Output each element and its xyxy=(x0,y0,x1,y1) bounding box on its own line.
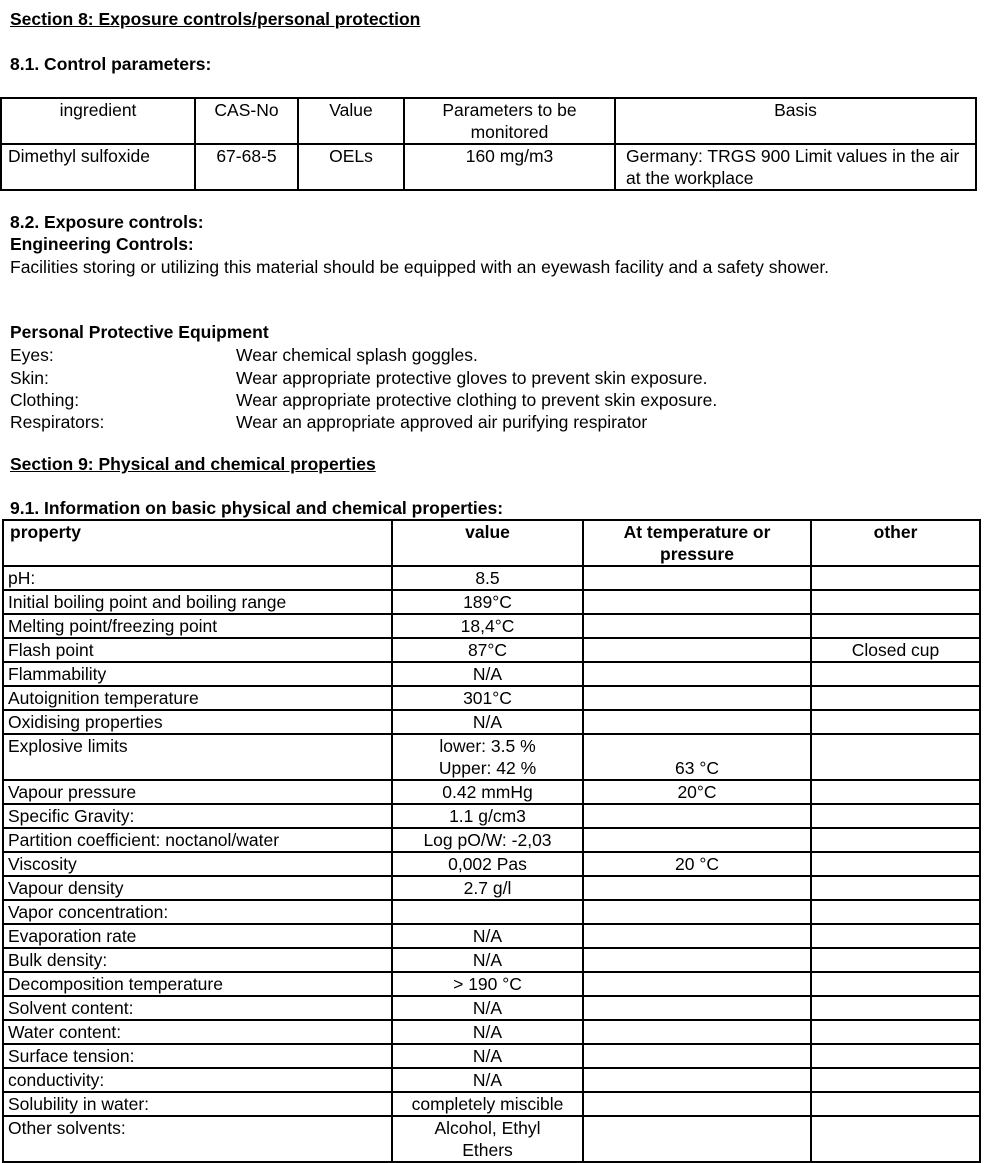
cell-temperature-line xyxy=(588,877,806,899)
cell-value xyxy=(392,900,583,924)
cell-value-line: Upper: 42 % xyxy=(438,758,537,778)
cell-other-line xyxy=(816,1117,975,1139)
cell-temperature-line xyxy=(588,973,806,995)
table-row xyxy=(1,144,976,190)
cell-property xyxy=(3,780,392,804)
cell-temperature-line xyxy=(588,663,806,685)
cell-other-line xyxy=(816,877,975,899)
cell-ingredient: Dimethyl sulfoxide xyxy=(1,144,195,190)
cell-other xyxy=(811,1116,980,1162)
ppe-item-eyes: Eyes: Wear chemical splash goggles. xyxy=(10,345,478,365)
cell-property-line: Melting point/freezing point xyxy=(8,616,218,636)
cell-other xyxy=(811,686,980,710)
table-row xyxy=(3,924,980,948)
cell-other-line xyxy=(816,711,975,733)
cell-value-line: Alcohol, Ethyl xyxy=(434,1118,541,1138)
cell-property-line: Vapour pressure xyxy=(8,782,137,802)
cell-value-line: 301°C xyxy=(463,688,512,708)
cell-value xyxy=(392,710,583,734)
cell-property xyxy=(3,972,392,996)
cell-value-line: N/A xyxy=(472,950,503,970)
cell-value-line: N/A xyxy=(472,1046,503,1066)
cell-other xyxy=(811,1092,980,1116)
cell-other-line xyxy=(816,1045,975,1067)
cell-other xyxy=(811,804,980,828)
cell-temperature-line xyxy=(588,1069,806,1091)
cell-temperature xyxy=(583,900,811,924)
cell-property xyxy=(3,852,392,876)
col-header: property xyxy=(3,520,392,566)
cell-temperature xyxy=(583,1116,811,1162)
cell-temperature xyxy=(583,734,811,780)
cell-property-line: Viscosity xyxy=(8,854,77,874)
cell-temperature xyxy=(583,780,811,804)
cell-other xyxy=(811,710,980,734)
cell-property xyxy=(3,1044,392,1068)
table-row xyxy=(3,1116,980,1162)
table-row xyxy=(3,972,980,996)
cell-value xyxy=(392,686,583,710)
table-row xyxy=(3,828,980,852)
cell-value-line: 189°C xyxy=(463,592,512,612)
cell-temperature-line xyxy=(588,805,806,827)
ppe-item-skin: Skin: Wear appropriate protective gloves to prevent skin exposure. xyxy=(10,368,708,388)
cell-property xyxy=(3,566,392,590)
cell-value xyxy=(392,852,583,876)
cell-property xyxy=(3,996,392,1020)
cell-value-line: N/A xyxy=(472,1022,503,1042)
cell-other-line xyxy=(816,853,975,875)
cell-other-line: Closed cup xyxy=(851,640,940,660)
cell-other xyxy=(811,828,980,852)
table-header-row xyxy=(1,98,976,144)
col-header: CAS-No xyxy=(195,98,298,144)
engineering-controls-text: Facilities storing or utilizing this material should be equipped with an eyewash facility and a safety shower. xyxy=(10,257,830,277)
cell-property xyxy=(3,948,392,972)
cell-temperature-line xyxy=(588,591,806,613)
cell-other-line xyxy=(816,901,975,923)
table-row xyxy=(3,686,980,710)
cell-value-line: N/A xyxy=(472,712,503,732)
cell-other-line xyxy=(816,1069,975,1091)
cell-other-line xyxy=(816,615,975,637)
cell-temperature xyxy=(583,566,811,590)
cell-value xyxy=(392,1116,583,1162)
cell-temperature xyxy=(583,828,811,852)
col-header: Parameters to be monitored xyxy=(404,98,615,144)
cell-value-line: Log pO/W: -2,03 xyxy=(423,830,552,850)
cell-temperature xyxy=(583,686,811,710)
exposure-controls-heading: 8.2. Exposure controls: xyxy=(10,212,204,232)
cell-other xyxy=(811,590,980,614)
cell-value-line: N/A xyxy=(472,1070,503,1090)
col-header: value xyxy=(392,520,583,566)
cell-property-line: Explosive limits xyxy=(8,736,128,756)
cell-value xyxy=(392,734,583,780)
cell-property xyxy=(3,710,392,734)
cell-other-line xyxy=(816,591,975,613)
cell-temperature xyxy=(583,1020,811,1044)
cell-property xyxy=(3,1092,392,1116)
table-row xyxy=(3,1068,980,1092)
cell-temperature-line xyxy=(588,925,806,947)
cell-value xyxy=(392,1092,583,1116)
table-row xyxy=(3,804,980,828)
col-header: other xyxy=(811,520,980,566)
table-row xyxy=(3,852,980,876)
cell-temperature xyxy=(583,852,811,876)
table-row xyxy=(3,710,980,734)
table-row xyxy=(3,900,980,924)
cell-temperature xyxy=(583,638,811,662)
control-parameters-table xyxy=(0,97,977,191)
cell-other xyxy=(811,614,980,638)
cell-value-line: 0,002 Pas xyxy=(448,854,527,874)
cell-property xyxy=(3,662,392,686)
cell-value-line: 1.1 g/cm3 xyxy=(449,806,526,826)
table-row xyxy=(3,590,980,614)
col-header: Basis xyxy=(615,98,976,144)
cell-temperature xyxy=(583,804,811,828)
cell-property xyxy=(3,804,392,828)
section-8-title: Section 8: Exposure controls/personal protection xyxy=(10,9,421,29)
table-row xyxy=(3,566,980,590)
cell-value xyxy=(392,1044,583,1068)
table-row xyxy=(3,1044,980,1068)
cell-cas: 67-68-5 xyxy=(195,144,298,190)
cell-value xyxy=(392,924,583,948)
cell-other xyxy=(811,1044,980,1068)
cell-value xyxy=(392,780,583,804)
cell-other-line xyxy=(816,1021,975,1043)
cell-property-line: Solubility in water: xyxy=(8,1094,150,1114)
cell-value xyxy=(392,804,583,828)
cell-value-line: lower: 3.5 % xyxy=(439,736,536,756)
cell-value xyxy=(392,1020,583,1044)
col-header: At temperature or pressure xyxy=(583,520,811,566)
cell-other xyxy=(811,876,980,900)
cell-value-line: 18,4°C xyxy=(460,616,515,636)
cell-property xyxy=(3,638,392,662)
cell-temperature xyxy=(583,996,811,1020)
cell-property-line: pH: xyxy=(8,568,36,588)
table-row xyxy=(3,1092,980,1116)
cell-value-line xyxy=(397,901,578,923)
cell-other-line xyxy=(816,781,975,803)
cell-value xyxy=(392,828,583,852)
ppe-heading: Personal Protective Equipment xyxy=(10,322,269,342)
cell-temperature xyxy=(583,948,811,972)
cell-property-line: Bulk density: xyxy=(8,950,108,970)
cell-other-line xyxy=(816,925,975,947)
cell-other-line xyxy=(816,567,975,589)
cell-property-line: Autoignition temperature xyxy=(8,688,199,708)
cell-property-line: Initial boiling point and boiling range xyxy=(8,592,287,612)
col-header: ingredient xyxy=(1,98,195,144)
physical-properties-heading: 9.1. Information on basic physical and chemical properties: xyxy=(10,498,504,518)
cell-other xyxy=(811,662,980,686)
table-row xyxy=(3,780,980,804)
table-row xyxy=(3,614,980,638)
cell-value xyxy=(392,876,583,900)
section-9-title: Section 9: Physical and chemical properties xyxy=(10,454,376,474)
cell-property-line: Solvent content: xyxy=(8,998,134,1018)
cell-property xyxy=(3,614,392,638)
cell-temperature-line xyxy=(588,711,806,733)
cell-property-line: Specific Gravity: xyxy=(8,806,135,826)
cell-other xyxy=(811,924,980,948)
cell-temperature xyxy=(583,876,811,900)
table-row xyxy=(3,948,980,972)
cell-other xyxy=(811,852,980,876)
cell-property-line: Oxidising properties xyxy=(8,712,163,732)
cell-property xyxy=(3,828,392,852)
cell-other xyxy=(811,1020,980,1044)
cell-value xyxy=(392,590,583,614)
cell-value-line: 87°C xyxy=(467,640,508,660)
cell-temperature xyxy=(583,614,811,638)
cell-property xyxy=(3,1020,392,1044)
cell-property xyxy=(3,1068,392,1092)
cell-temperature xyxy=(583,924,811,948)
cell-temperature-line xyxy=(588,1045,806,1067)
cell-value xyxy=(392,948,583,972)
cell-temperature-line: 63 °C xyxy=(675,758,719,778)
cell-temperature-line: 20 °C xyxy=(675,854,719,874)
cell-other xyxy=(811,948,980,972)
cell-property xyxy=(3,590,392,614)
cell-property xyxy=(3,900,392,924)
cell-value-line: N/A xyxy=(472,998,503,1018)
cell-value-line: Ethers xyxy=(462,1140,513,1160)
cell-property-line: Vapour density xyxy=(8,878,124,898)
table-row xyxy=(3,996,980,1020)
table-row xyxy=(3,662,980,686)
cell-property xyxy=(3,1116,392,1162)
cell-value: OELs xyxy=(298,144,404,190)
cell-other xyxy=(811,780,980,804)
cell-property xyxy=(3,876,392,900)
cell-value xyxy=(392,614,583,638)
cell-value-line: completely miscible xyxy=(411,1094,564,1114)
cell-property-line: Partition coefficient: noctanol/water xyxy=(8,830,280,850)
physical-properties-table xyxy=(2,519,981,1163)
cell-other-line xyxy=(816,663,975,685)
cell-property-line: Surface tension: xyxy=(8,1046,135,1066)
cell-temperature-line xyxy=(588,735,806,757)
control-parameters-heading: 8.1. Control parameters: xyxy=(10,54,212,74)
cell-other xyxy=(811,996,980,1020)
cell-other-line xyxy=(816,997,975,1019)
cell-other xyxy=(811,734,980,780)
cell-other xyxy=(811,1068,980,1092)
cell-property-line: Flash point xyxy=(8,640,94,660)
cell-param: 160 mg/m3 xyxy=(404,144,615,190)
cell-temperature-line xyxy=(588,615,806,637)
cell-value-line: 8.5 xyxy=(475,568,500,588)
cell-property-line: Decomposition temperature xyxy=(8,974,223,994)
cell-other xyxy=(811,566,980,590)
cell-temperature-line xyxy=(588,1093,806,1115)
cell-value xyxy=(392,638,583,662)
cell-property xyxy=(3,686,392,710)
cell-other-line xyxy=(816,973,975,995)
cell-other-line xyxy=(816,805,975,827)
table-row xyxy=(3,876,980,900)
cell-property-line: conductivity: xyxy=(8,1070,105,1090)
cell-property xyxy=(3,924,392,948)
col-header: Value xyxy=(298,98,404,144)
cell-temperature-line xyxy=(588,829,806,851)
cell-temperature xyxy=(583,972,811,996)
table-row xyxy=(3,638,980,662)
cell-temperature xyxy=(583,662,811,686)
cell-basis: Germany: TRGS 900 Limit values in the air at the workplace xyxy=(615,144,976,190)
cell-temperature-line xyxy=(588,567,806,589)
cell-value-line: N/A xyxy=(472,664,503,684)
cell-temperature-line xyxy=(588,639,806,661)
cell-temperature-line xyxy=(588,687,806,709)
cell-other-line xyxy=(816,949,975,971)
cell-other xyxy=(811,900,980,924)
cell-property xyxy=(3,734,392,780)
cell-temperature-line xyxy=(588,997,806,1019)
cell-temperature-line xyxy=(588,1021,806,1043)
cell-value-line: 2.7 g/l xyxy=(463,878,512,898)
cell-other-line xyxy=(816,1093,975,1115)
cell-value-line: N/A xyxy=(472,926,503,946)
cell-value-line: > 190 °C xyxy=(453,974,522,994)
cell-temperature-line xyxy=(588,1117,806,1139)
cell-value xyxy=(392,566,583,590)
cell-temperature-line xyxy=(588,949,806,971)
cell-property-line: Water content: xyxy=(8,1022,122,1042)
cell-other xyxy=(811,638,980,662)
cell-temperature xyxy=(583,710,811,734)
cell-property-line: Flammability xyxy=(8,664,107,684)
ppe-item-clothing: Clothing: Wear appropriate protective clothing to prevent skin exposure. xyxy=(10,390,718,410)
cell-temperature-line: 20°C xyxy=(677,782,717,802)
cell-value-line: 0.42 mmHg xyxy=(442,782,533,802)
cell-other xyxy=(811,972,980,996)
cell-value xyxy=(392,996,583,1020)
table-row xyxy=(3,734,980,780)
cell-value xyxy=(392,662,583,686)
cell-property-line: Other solvents: xyxy=(8,1118,126,1138)
cell-other-line xyxy=(816,687,975,709)
cell-temperature-line xyxy=(588,901,806,923)
cell-temperature xyxy=(583,590,811,614)
table-header-row xyxy=(3,520,980,566)
engineering-controls-heading: Engineering Controls: xyxy=(10,234,194,254)
cell-temperature xyxy=(583,1092,811,1116)
cell-value xyxy=(392,972,583,996)
cell-temperature-line xyxy=(588,1139,806,1161)
ppe-item-respirators: Respirators: Wear an appropriate approved air purifying respirator xyxy=(10,412,648,432)
cell-property-line: Vapor concentration: xyxy=(8,902,169,922)
cell-property-line: Evaporation rate xyxy=(8,926,137,946)
table-row xyxy=(3,1020,980,1044)
cell-temperature xyxy=(583,1068,811,1092)
cell-other-line xyxy=(816,829,975,851)
cell-other-line xyxy=(816,735,975,757)
cell-temperature xyxy=(583,1044,811,1068)
cell-value xyxy=(392,1068,583,1092)
